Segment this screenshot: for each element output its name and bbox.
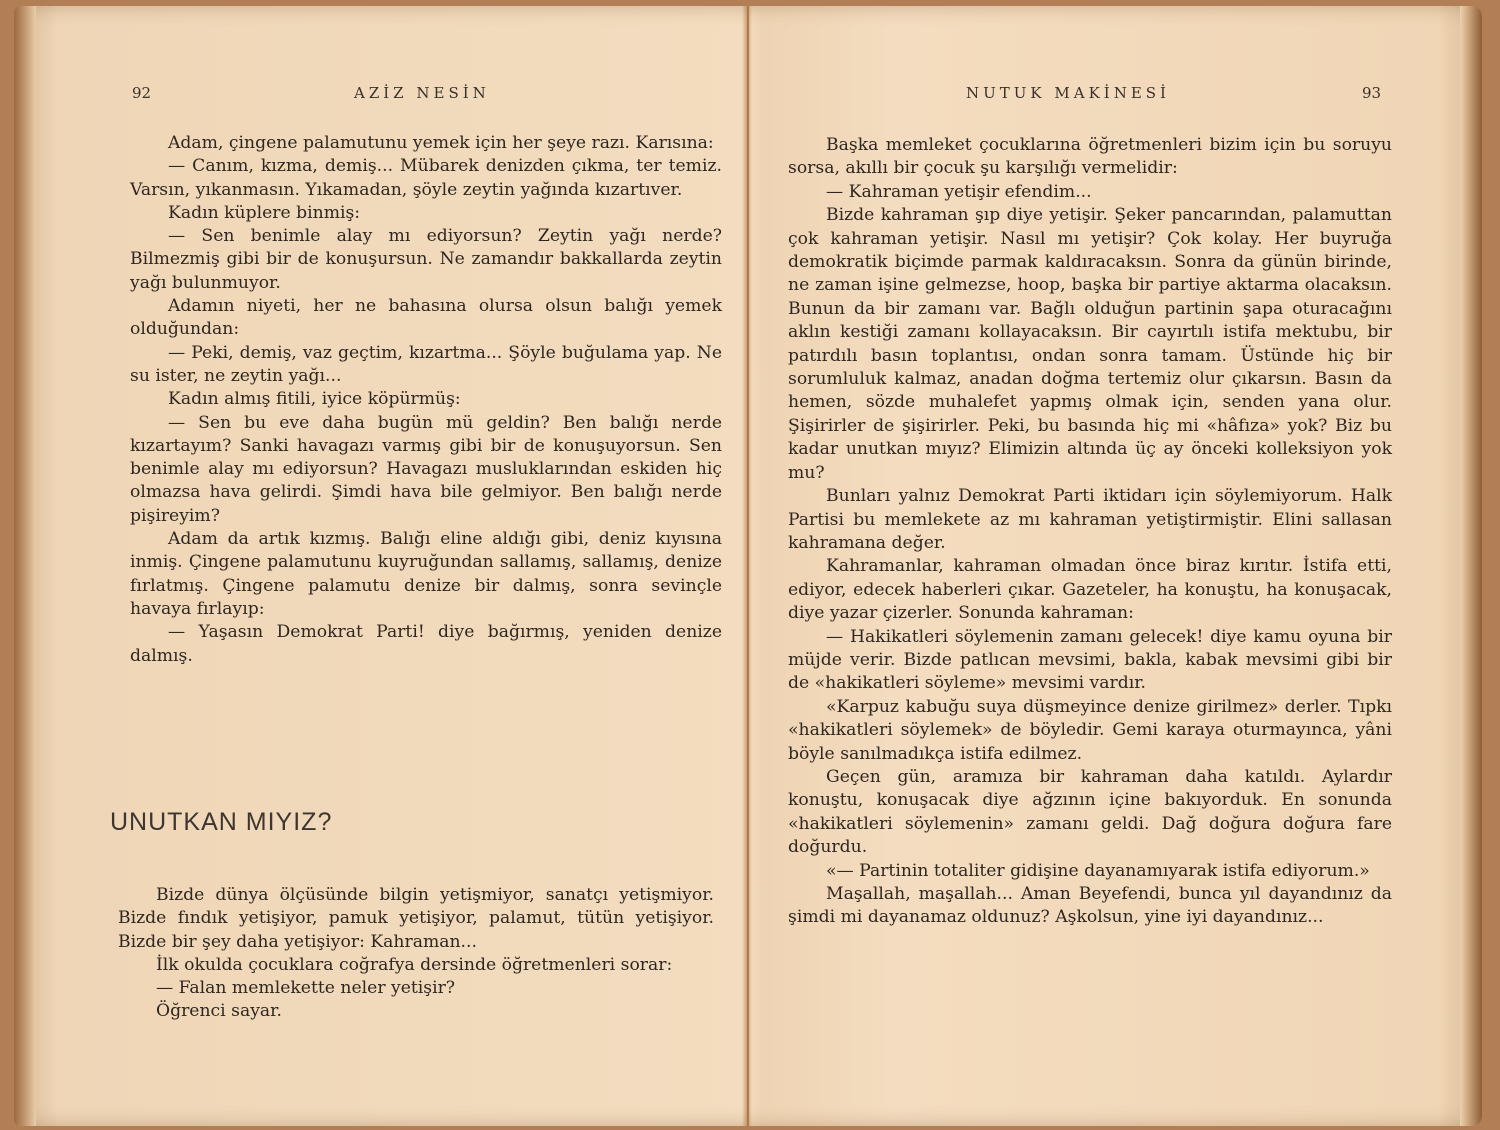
left-running-header: AZİZ NESİN bbox=[354, 84, 490, 102]
paragraph: — Sen bu eve daha bugün mü geldin? Ben balığı nerde kızartayım? Sanki havagazı varmış gibi bir de konuşuyorsun. Sen benimle alay mı ediyorsun? Havagazı musluklarından eskiden hiç olmazsa hava gelirdi. Şimdi hava bile gelmiyor. Ben balığı nerde pişireyim? bbox=[130, 412, 722, 526]
paragraph: Kahramanlar, kahraman olmadan önce biraz kırıtır. İstifa etti, ediyor, edecek haberleri çıkar. Gazeteler, ha konuştu, ha konuşacak, diye yazar çizerler. Sonunda kahraman: bbox=[788, 556, 1392, 624]
right-page-number: 93 bbox=[1362, 84, 1382, 102]
left-section-text bbox=[118, 884, 714, 1024]
right-running-header: NUTUK MAKİNESİ bbox=[966, 84, 1170, 102]
paragraph: «Karpuz kabuğu suya düşmeyince denize girilmez» derler. Tıpkı «hakikatleri söylemek» de böyledir. Gemi karaya oturmayınca, yâni böyle sanılmadıkça istifa edilmez. bbox=[788, 696, 1392, 764]
right-page-edge bbox=[1460, 6, 1482, 1126]
paragraph: — Sen benimle alay mı ediyorsun? Zeytin yağı nerde? Bilmezmiş gibi bir de konuşursun. Ne zamandır bakkallarda zeytin yağı bulunmuyor. bbox=[130, 226, 722, 293]
paragraph: Maşallah, maşallah... Aman Beyefendi, bunca yıl dayandınız da şimdi mi dayanamaz oldunuz? Aşkolsun, yine iyi dayandınız... bbox=[788, 884, 1392, 928]
paragraph: Adam da artık kızmış. Balığı eline aldığı gibi, deniz kıyısına inmiş. Çingene palamutunu kuyruğundan sallamış, sallamış, denize fırlatmış. Çingene palamutu denize bir dalmış, sonra sevinçle havaya fırlayıp: bbox=[130, 529, 722, 619]
paragraph: — Kahraman yetişir efendim... bbox=[826, 181, 1092, 202]
paragraph: Bunları yalnız Demokrat Parti iktidarı için söylemiyorum. Halk Partisi bu memlekete az mı kahraman yetiştirmiştir. Elini sallasan kahramana değer. bbox=[788, 486, 1392, 553]
paragraph: Bizde dünya ölçüsünde bilgin yetişmiyor, sanatçı yetişmiyor. Bizde fındık yetişiyor, pamuk yetişiyor, palamut, tütün yetişiyor. Bizde bir şey daha yetişiyor: Kahraman... bbox=[118, 885, 714, 952]
left-page-number: 92 bbox=[132, 84, 152, 102]
paragraph: — Yaşasın Demokrat Parti! diye bağırmış, yeniden denize dalmış. bbox=[130, 622, 722, 666]
paragraph: İlk okulda çocuklara coğrafya dersinde öğretmenleri sorar: bbox=[156, 954, 673, 975]
paragraph: Öğrenci sayar. bbox=[156, 1001, 282, 1022]
paragraph: Adamın niyeti, her ne bahasına olursa olsun balığı yemek olduğundan: bbox=[130, 296, 722, 340]
section-heading: UNUTKAN MIYIZ? bbox=[110, 808, 333, 836]
paragraph: — Hakikatleri söylemenin zamanı gelecek! diye kamu oyuna bir müjde verir. Bizde patlıcan mevsimi, bakla, kabak mevsimi gibi bir de «hakikatleri söyleme» mevsimi vardır. bbox=[788, 626, 1392, 694]
paragraph: Bizde kahraman şıp diye yetişir. Şeker pancarından, palamuttan çok kahraman yetişir. Nasıl mı yetişir? Çok kolay. Her buyruğa demokratik biçimde parmak kaldıracaksın. Sonra da günün birinde, ne zaman işine gelmezse, hoop, başka bir partiye aktarma olacaksın. Bunun da bir zamanı var. Bağlı olduğun partinin şapa oturacağını aklın kestiği zamanı kollayacaksın. Bir cayırtılı istifa mektubu, bir patırdılı basın toplantısı, ondan sonra tamam. Üstünde hiç bir sorumluluk kalmaz, anadan doğma tertemiz olur çıkarsın. Basın da hemen, sözde muhalefet yapmış olmak için, senden yana olur. Şişirirler de şişirirler. Peki, bu basında hiç mi «hâfıza» yok? Biz bu kadar unutkan mıyız? Elimizin altında üç ay önceki kolleksiyon yok mu? bbox=[788, 205, 1392, 483]
gutter-fold bbox=[747, 6, 749, 1126]
paragraph: «— Partinin totaliter gidişine dayanamıyarak istifa ediyorum.» bbox=[826, 860, 1370, 881]
paragraph: Kadın almış fitili, iyice köpürmüş: bbox=[168, 389, 461, 410]
paragraph: Kadın küplere binmiş: bbox=[168, 202, 361, 223]
paragraph: — Falan memlekette neler yetişir? bbox=[156, 978, 456, 999]
paragraph: Geçen gün, aramıza bir kahraman daha katıldı. Aylardır konuştu, konuşacak diye ağzının içine bakıyorduk. En sonunda «hakikatleri söylemenin» zamanı geldi. Dağ doğura doğura fare doğurdu. bbox=[788, 766, 1392, 858]
paragraph: — Canım, kızma, demiş... Mübarek denizden çıkma, ter temiz. Varsın, yıkanmasın. Yıkamadan, şöyle zeytin yağında kızartıver. bbox=[130, 156, 722, 200]
paragraph: Başka memleket çocuklarına öğretmenleri bizim için bu soruyu sorsa, akıllı bir çocuk şu karşılığı vermelidir: bbox=[788, 135, 1392, 179]
left-page-edge bbox=[14, 6, 36, 1126]
right-page-text bbox=[788, 134, 1392, 930]
paragraph: Adam, çingene palamutunu yemek için her şeye razı. Karısına: bbox=[168, 133, 714, 153]
paragraph: — Peki, demiş, vaz geçtim, kızartma... Şöyle buğulama yap. Ne su ister, ne zeytin yağı... bbox=[130, 342, 722, 386]
left-page-text bbox=[130, 132, 722, 668]
